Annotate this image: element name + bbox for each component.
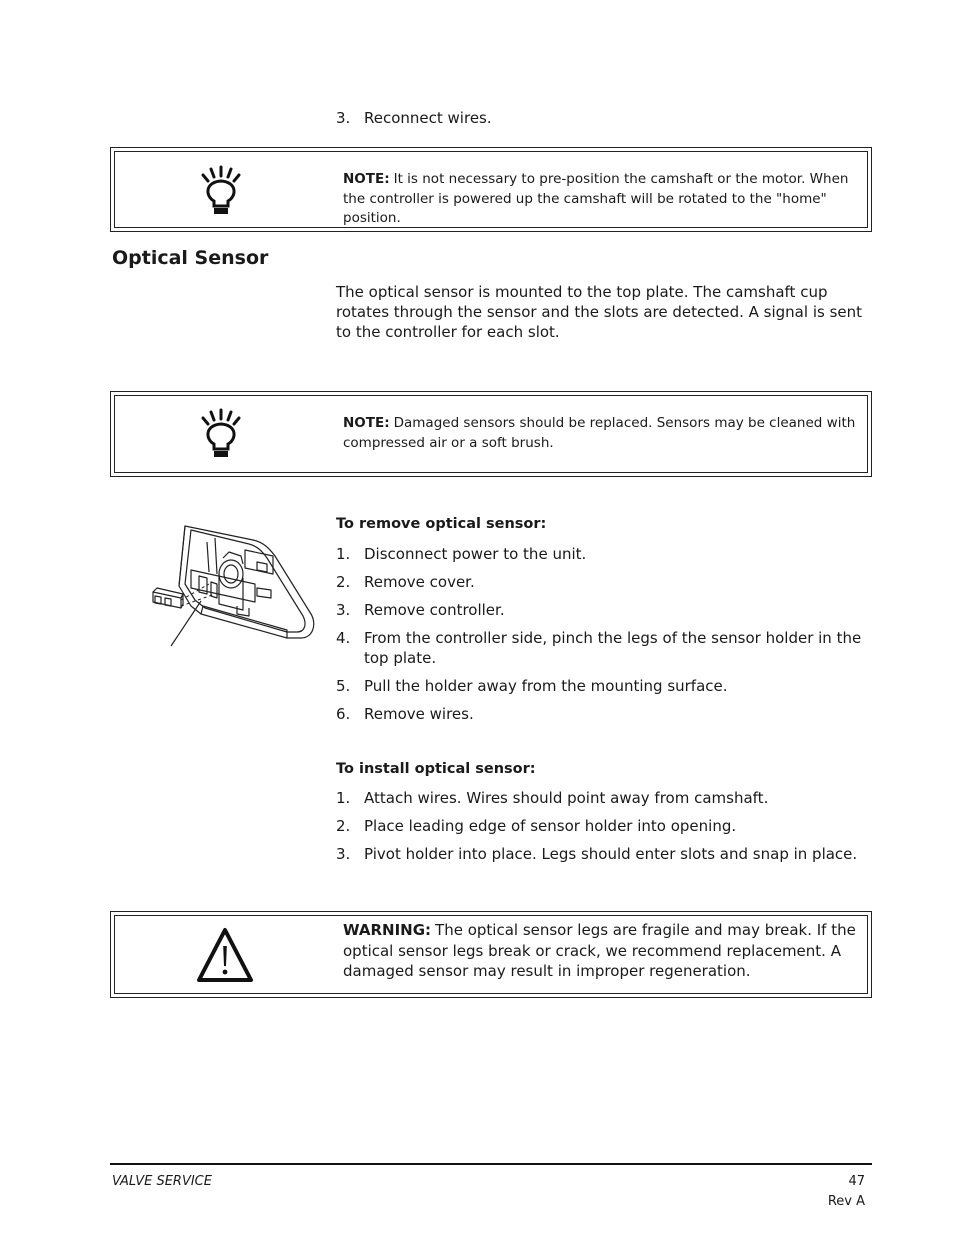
remove-heading: To remove optical sensor: <box>336 516 547 532</box>
warning-box <box>110 911 872 998</box>
warning-text <box>343 920 863 982</box>
step-text: Reconnect wires. <box>364 109 492 127</box>
footer-section: VALVE SERVICE <box>112 1174 212 1189</box>
note-box-2 <box>110 391 872 477</box>
note-label: NOTE: <box>343 171 390 187</box>
note-body: It is not necessary to pre-position the camshaft or the motor. When the controller is powered up the camshaft will be rotated to the "home" position. <box>343 171 849 226</box>
list-item <box>336 676 868 698</box>
step-number: 4. <box>336 629 351 647</box>
list-item <box>336 788 868 810</box>
list-item <box>336 572 868 594</box>
warning-label: WARNING: <box>343 921 432 939</box>
section-title: Optical Sensor <box>112 247 269 269</box>
step-text: Attach wires. Wires should point away from camshaft. <box>364 789 769 807</box>
warning-triangle-icon <box>195 926 255 984</box>
lightbulb-icon <box>197 164 245 218</box>
list-item <box>336 844 868 866</box>
revision: Rev A <box>827 1194 865 1209</box>
step-text: Place leading edge of sensor holder into opening. <box>364 817 737 835</box>
note-box-1 <box>110 147 872 232</box>
note-2-text <box>343 414 863 453</box>
footer-rule <box>110 1163 872 1165</box>
step-number: 2. <box>336 817 351 835</box>
list-item <box>336 704 868 726</box>
step-number: 1. <box>336 789 351 807</box>
sensor-illustration <box>145 522 323 650</box>
note-body: Damaged sensors should be replaced. Sensors may be cleaned with compressed air or a soft brush. <box>343 415 856 451</box>
list-item <box>336 544 868 566</box>
top-step <box>336 108 866 130</box>
step-text: From the controller side, pinch the legs of the sensor holder in the top plate. <box>364 629 862 667</box>
note-label: NOTE: <box>343 415 390 431</box>
list-item <box>336 600 868 622</box>
step-text: Remove wires. <box>364 705 474 723</box>
step-text: Remove cover. <box>364 573 475 591</box>
step-text: Remove controller. <box>364 601 505 619</box>
install-heading: To install optical sensor: <box>336 761 536 777</box>
step-number: 3. <box>336 845 351 863</box>
step-text: Pivot holder into place. Legs should enter slots and snap in place. <box>364 845 858 863</box>
warning-body: The optical sensor legs are fragile and may break. If the optical sensor legs break or crack, we recommend replacement. A damaged sensor may result in improper regeneration. <box>343 921 856 980</box>
lightbulb-icon <box>197 407 245 461</box>
step-number: 3. <box>336 109 351 127</box>
step-number: 3. <box>336 601 351 619</box>
step-number: 5. <box>336 677 351 695</box>
step-number: 1. <box>336 545 351 563</box>
list-item <box>336 816 868 838</box>
note-1-text <box>343 170 863 229</box>
step-number: 2. <box>336 573 351 591</box>
page-number: 47 <box>848 1174 865 1189</box>
list-item <box>336 628 868 672</box>
step-text: Pull the holder away from the mounting surface. <box>364 677 728 695</box>
section-intro: The optical sensor is mounted to the top plate. The camshaft cup rotates through the sensor and the slots are detected. A signal is sent to the controller for each slot. <box>336 283 862 341</box>
step-number: 6. <box>336 705 351 723</box>
step-text: Disconnect power to the unit. <box>364 545 587 563</box>
